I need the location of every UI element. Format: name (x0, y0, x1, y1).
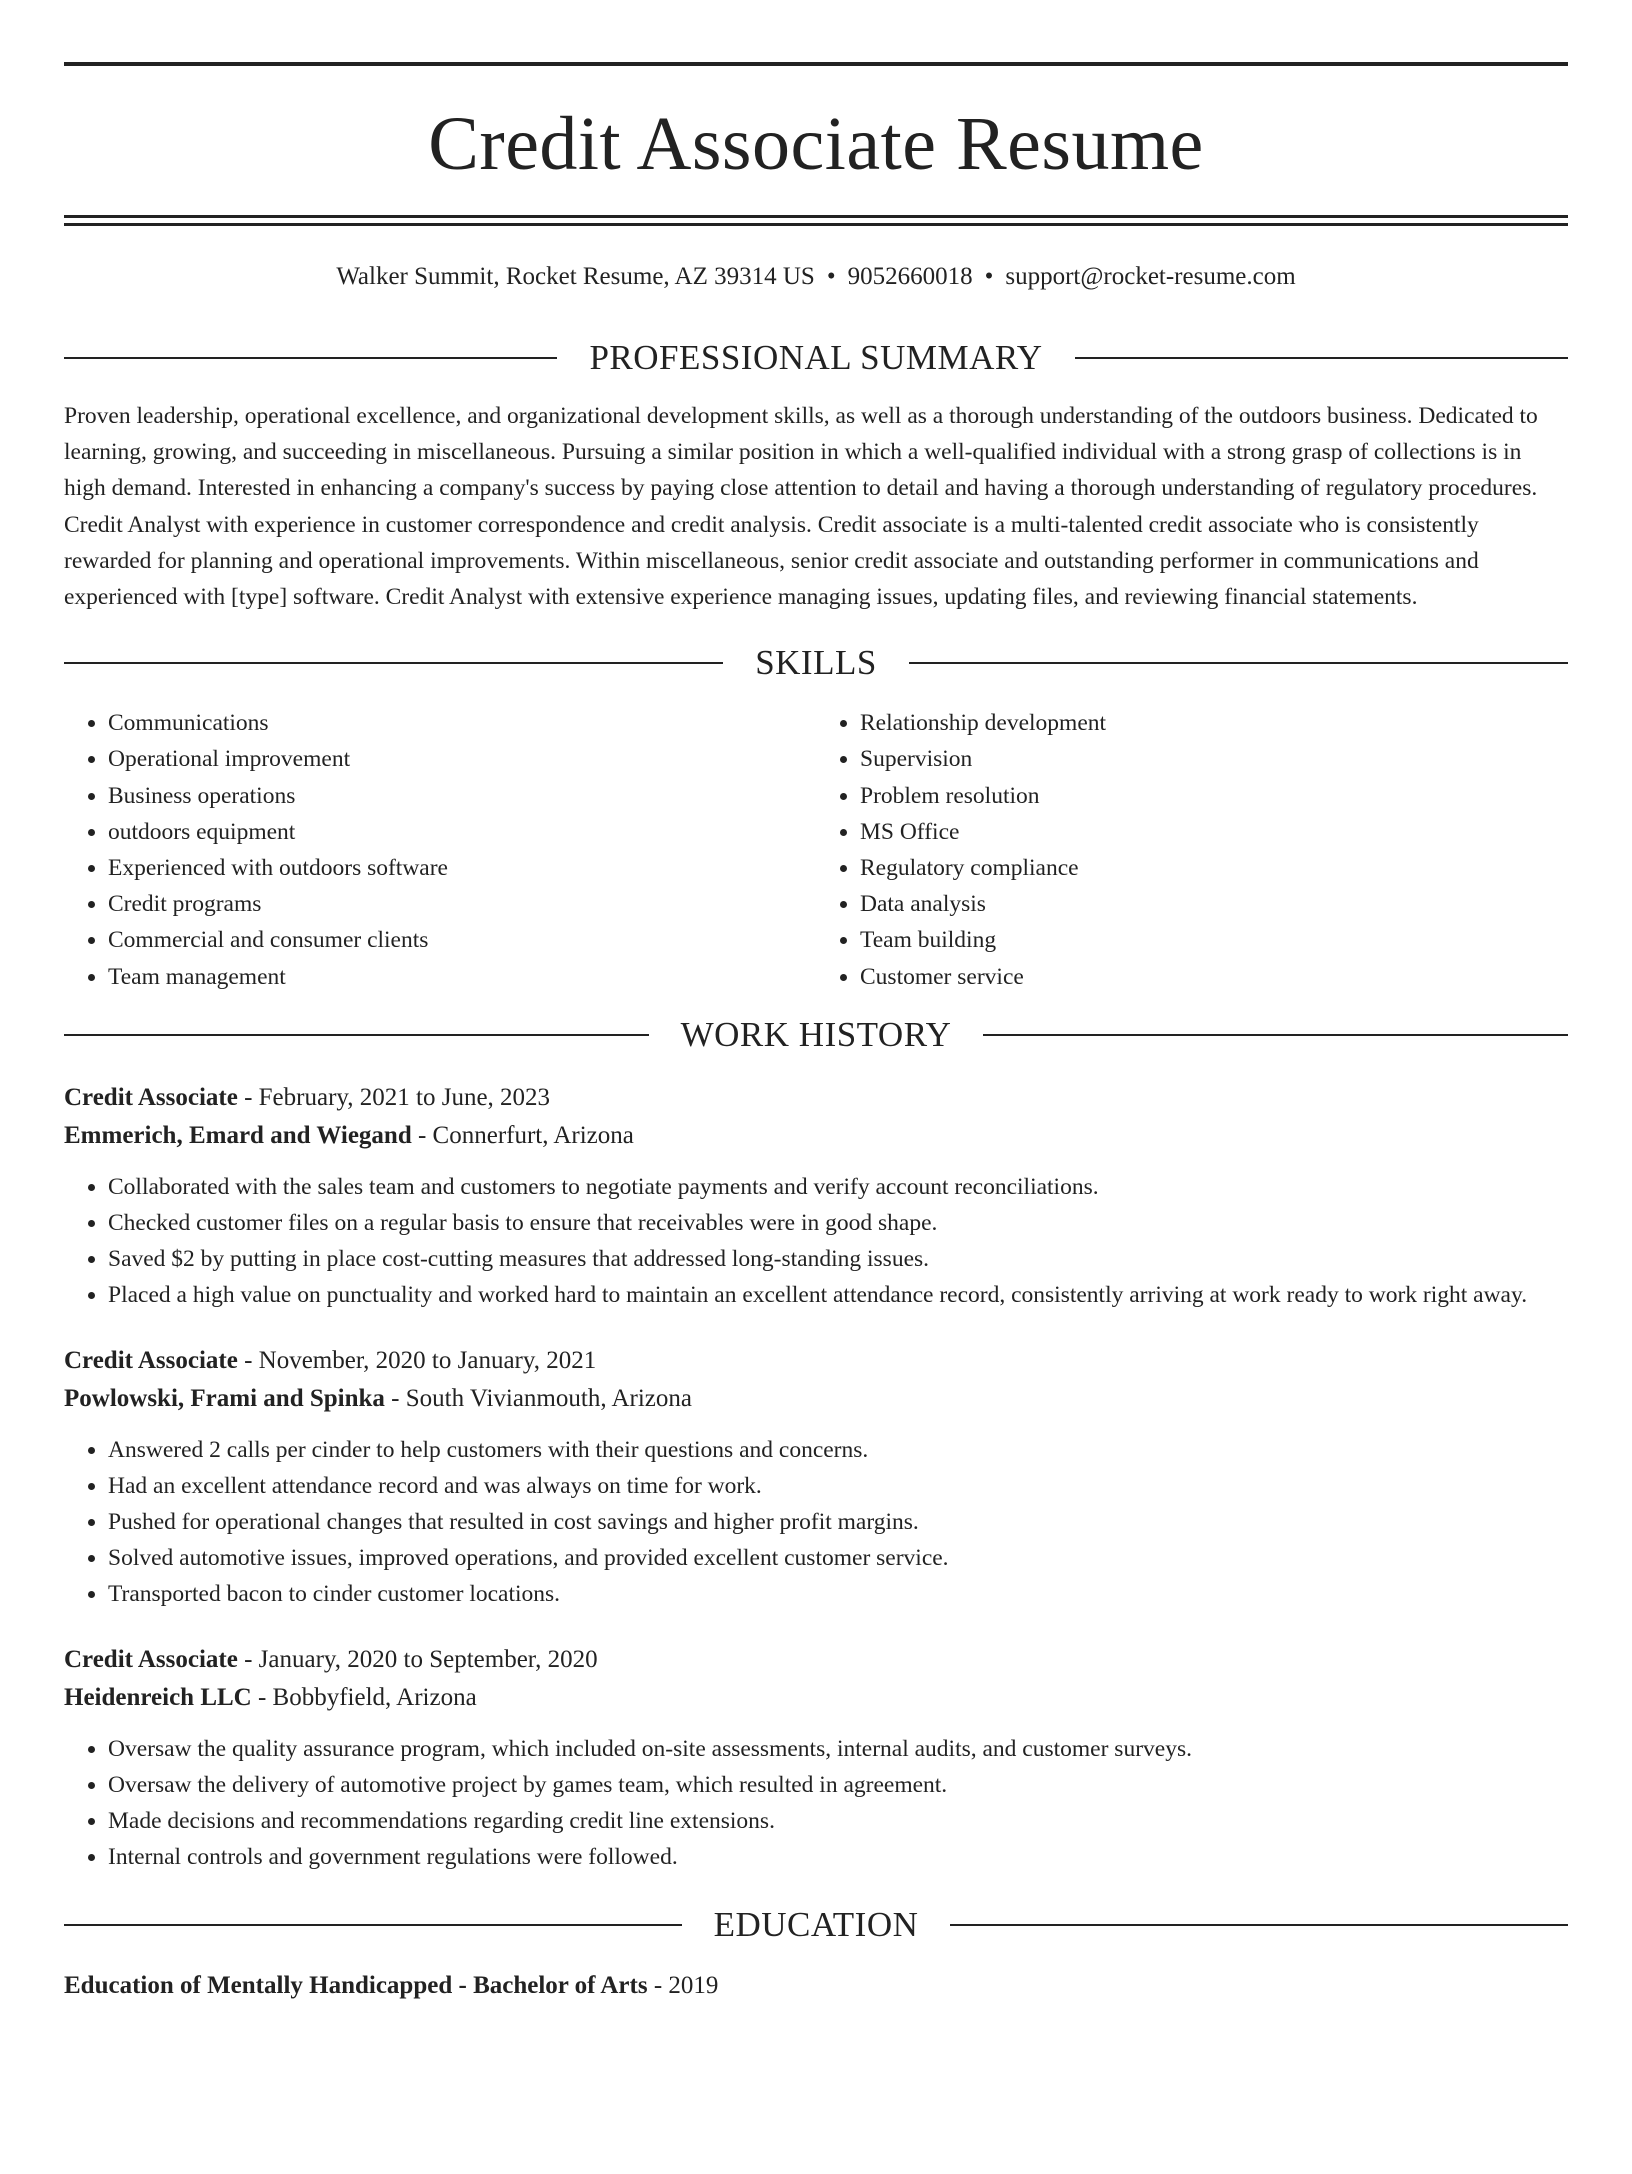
skill-item: • Experienced with outdoors software (108, 850, 816, 886)
job-bullet: • Had an excellent attendance record and was always on time for work. (108, 1468, 1568, 1504)
skill-item: • Relationship development (860, 705, 1568, 741)
work-heading-row (64, 1015, 1568, 1055)
job-entry (64, 1342, 1568, 1613)
job-location: - Bobbyfield, Arizona (251, 1683, 477, 1711)
heading-rule (1075, 357, 1568, 359)
job-bullets (64, 1432, 1568, 1613)
job-company: Powlowski, Frami and Spinka (64, 1384, 385, 1412)
skills-column-right (816, 705, 1568, 995)
skills-column-left (64, 705, 816, 995)
skill-item: • Regulatory compliance (860, 850, 1568, 886)
job-location: - South Vivianmouth, Arizona (384, 1384, 692, 1412)
skill-item: • Communications (108, 705, 816, 741)
job-title-line (64, 1641, 1568, 1679)
summary-heading: PROFESSIONAL SUMMARY (589, 338, 1043, 377)
heading-rule (64, 1924, 682, 1926)
skill-item: • Operational improvement (108, 741, 816, 777)
skill-item: • Customer service (860, 959, 1568, 995)
education-heading-row (64, 1905, 1568, 1945)
skill-item: • Commercial and consumer clients (108, 922, 816, 958)
contact-phone: 9052660018 (847, 263, 973, 290)
title-double-rule (64, 215, 1568, 226)
contact-email: support@rocket-resume.com (1005, 263, 1296, 290)
resume-page (0, 62, 1632, 2174)
skill-item: • Data analysis (860, 886, 1568, 922)
job-bullet: • Oversaw the delivery of automotive project by games team, which resulted in agreement. (108, 1767, 1568, 1803)
job-bullet: • Oversaw the quality assurance program, which included on-site assessments, internal audits, and customer surveys. (108, 1731, 1568, 1767)
job-bullets (64, 1731, 1568, 1876)
skill-item: • outdoors equipment (108, 814, 816, 850)
job-dates: - February, 2021 to June, 2023 (237, 1083, 551, 1111)
job-bullet: • Made decisions and recommendations regarding credit line extensions. (108, 1803, 1568, 1839)
job-title-line (64, 1342, 1568, 1380)
job-bullet: • Collaborated with the sales team and customers to negotiate payments and verify account reconciliations. (108, 1169, 1568, 1205)
resume-title: Credit Associate Resume (428, 102, 1204, 186)
skill-item: • Problem resolution (860, 778, 1568, 814)
education-heading: EDUCATION (713, 1905, 919, 1945)
heading-rule (950, 1924, 1568, 1926)
job-dates: - November, 2020 to January, 2021 (237, 1346, 597, 1374)
top-rule (64, 62, 1568, 66)
job-title: Credit Associate (64, 1645, 238, 1673)
job-title: Credit Associate (64, 1083, 238, 1111)
skill-item: • Team building (860, 922, 1568, 958)
job-bullet: • Checked customer files on a regular basis to ensure that receivables were in good shape. (108, 1205, 1568, 1241)
job-company-line (64, 1380, 1568, 1418)
heading-rule (64, 357, 557, 359)
job-company-line (64, 1679, 1568, 1717)
job-bullet: • Placed a high value on punctuality and worked hard to maintain an excellent attendance record, consistently arriving at work ready to work right away. (108, 1277, 1568, 1313)
job-bullet: • Solved automotive issues, improved operations, and provided excellent customer service. (108, 1540, 1568, 1576)
job-entry (64, 1641, 1568, 1876)
job-bullet: • Internal controls and government regulations were followed. (108, 1839, 1568, 1875)
education-year: - 2019 (647, 1972, 719, 2000)
job-title-line (64, 1079, 1568, 1117)
education-degree: Education of Mentally Handicapped - Bachelor of Arts (64, 1972, 648, 2000)
education-entry (64, 1967, 1568, 2005)
job-title: Credit Associate (64, 1346, 238, 1374)
job-company-line (64, 1117, 1568, 1155)
job-entry (64, 1079, 1568, 1314)
job-bullets (64, 1169, 1568, 1314)
job-bullet: • Saved $2 by putting in place cost-cutting measures that addressed long-standing issues. (108, 1241, 1568, 1277)
skills-heading: SKILLS (755, 643, 877, 683)
summary-text: Proven leadership, operational excellence, and organizational development skills, as well as a thorough understanding of the outdoors business. Dedicated to learning, growing, and succeeding in miscellaneous. Pursuing a similar position in which a well-qualified individual with a strong grasp of collections is in high demand. Interested in enhancing a company's success by paying close attention to detail and having a thorough understanding of regulatory procedures. Credit Analyst with experience in customer correspondence and credit analysis. Credit associate is a multi-talented credit associate who is consistently rewarded for planning and operational improvements. Within miscellaneous, senior credit associate and outstanding performer in communications and experienced with [type] software. Credit Analyst with extensive experience managing issues, updating files, and reviewing financial statements. (64, 403, 1538, 611)
contact-separator: • (826, 263, 836, 290)
contact-address: Walker Summit, Rocket Resume, AZ 39314 US (336, 263, 815, 290)
contact-separator: • (984, 263, 994, 290)
job-bullet: • Answered 2 calls per cinder to help customers with their questions and concerns. (108, 1432, 1568, 1468)
skill-item: • Business operations (108, 778, 816, 814)
job-company: Emmerich, Emard and Wiegand (64, 1121, 412, 1149)
skill-item: • Team management (108, 959, 816, 995)
skills-list (64, 705, 1568, 995)
job-company: Heidenreich LLC (64, 1683, 252, 1711)
skill-item: • MS Office (860, 814, 1568, 850)
job-bullet: • Pushed for operational changes that resulted in cost savings and higher profit margins. (108, 1504, 1568, 1540)
work-heading: WORK HISTORY (680, 1014, 952, 1054)
summary-heading-row (64, 338, 1568, 378)
skill-item: • Credit programs (108, 886, 816, 922)
heading-rule (64, 662, 723, 664)
heading-rule (64, 1034, 649, 1036)
job-location: - Connerfurt, Arizona (411, 1121, 634, 1149)
skill-item: • Supervision (860, 741, 1568, 777)
heading-rule (909, 662, 1568, 664)
heading-rule (983, 1034, 1568, 1036)
job-dates: - January, 2020 to September, 2020 (237, 1645, 598, 1673)
contact-line (64, 262, 1568, 292)
job-bullet: • Transported bacon to cinder customer locations. (108, 1576, 1568, 1612)
skills-heading-row (64, 643, 1568, 683)
